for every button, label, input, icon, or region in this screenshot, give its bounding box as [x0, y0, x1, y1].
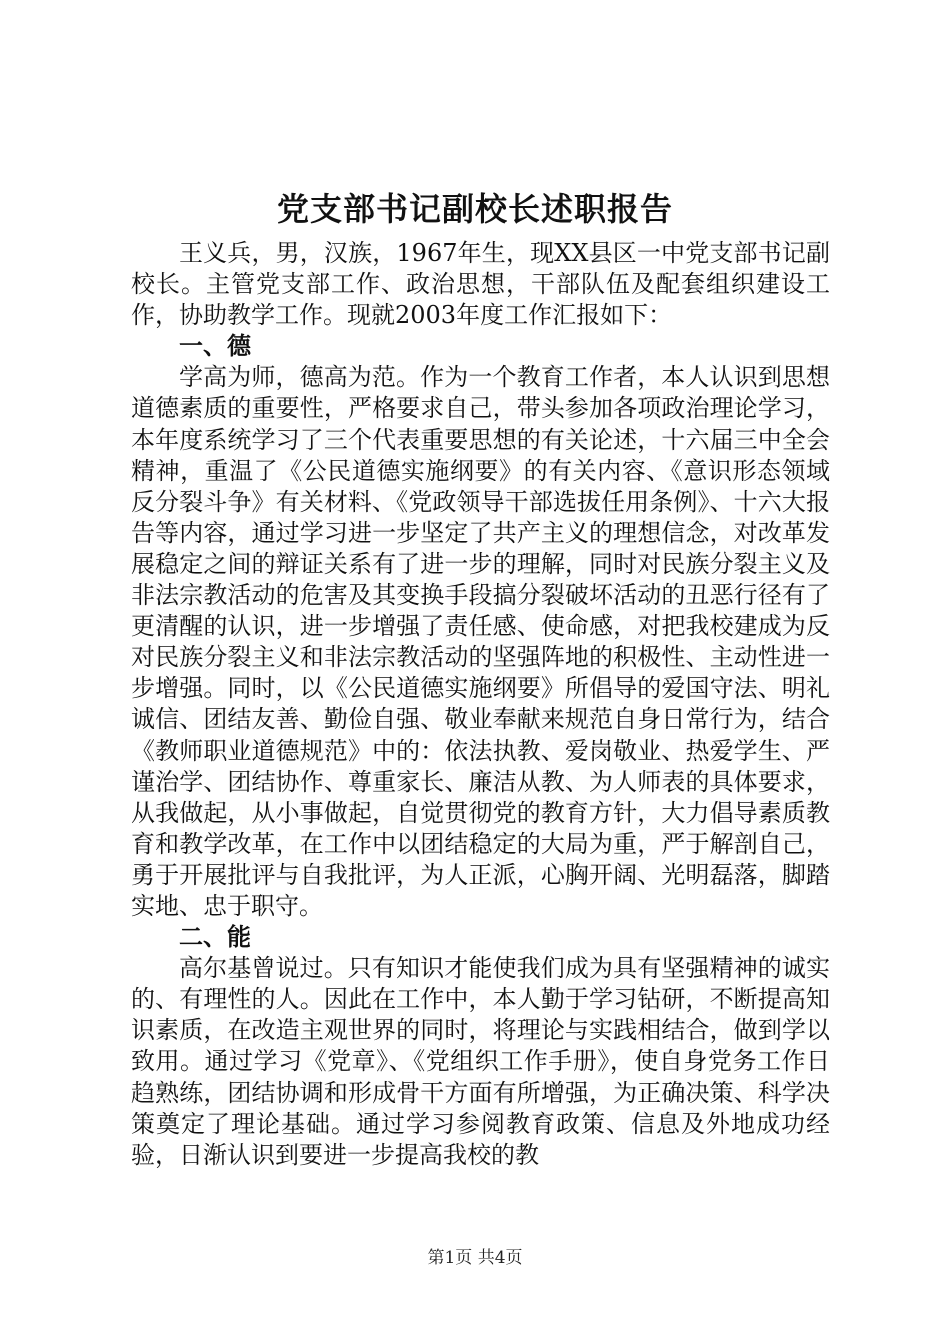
section-heading-virtue: 一、德 — [179, 332, 251, 361]
document-body — [131, 238, 830, 1171]
section-heading-ability: 二、能 — [179, 923, 251, 952]
page-number-footer: 第1页 共4页 — [427, 1248, 523, 1268]
intro-paragraph: 王义兵，男，汉族，1967年生，现XX县区一中党支部书记副校长。主管党支部工作、政治思想，干部队伍及配套组织建设工作，协助教学工作。现就2003年度工作汇报如下： — [131, 239, 830, 330]
section-paragraph-ability: 高尔基曾说过。只有知识才能使我们成为具有坚强精神的诚实的、有理性的人。因此在工作中，本人勤于学习钻研，不断提高知识素质，在改造主观世界的同时，将理论与实践相结合，做到学以致用。通过学习《党章》、《党组织工作手册》，使自身党务工作日趋熟练，团结协调和形成骨干方面有所增强，为正确决策、科学决策奠定了理论基础。通过学习参阅教育政策、信息及外地成功经验，日渐认识到要进一步提高我校的教 — [131, 954, 830, 1169]
section-paragraph-virtue: 学高为师，德高为范。作为一个教育工作者，本人认识到思想道德素质的重要性，严格要求自己，带头参加各项政治理论学习，本年度系统学习了三个代表重要思想的有关论述，十六届三中全会精神，重温了《公民道德实施纲要》的有关内容、《意识形态领域反分裂斗争》有关材料、《党政领导干部选拔任用条例》、十六大报告等内容，通过学习进一步坚定了共产主义的理想信念，对改革发展稳定之间的辩证关系有了进一步的理解，同时对民族分裂主义及非法宗教活动的危害及其变换手段搞分裂破坏活动的丑恶行径有了更清醒的认识，进一步增强了责任感、使命感，对把我校建成为反对民族分裂主义和非法宗教活动的坚强阵地的积极性、主动性进一步增强。同时，以《公民道德实施纲要》所倡导的爱国守法、明礼诚信、团结友善、勤俭自强、敬业奉献来规范自身日常行为，结合《教师职业道德规范》中的：依法执教、爱岗敬业、热爱学生、严谨治学、团结协作、尊重家长、廉洁从教、为人师表的具体要求，从我做起，从小事做起，自觉贯彻党的教育方针，大力倡导素质教育和教学改革，在工作中以团结稳定的大局为重，严于解剖自己，勇于开展批评与自我批评，为人正派，心胸开阔、光明磊落，脚踏实地、忠于职守。 — [131, 363, 830, 920]
document-title: 党支部书记副校长述职报告 — [276, 190, 673, 228]
